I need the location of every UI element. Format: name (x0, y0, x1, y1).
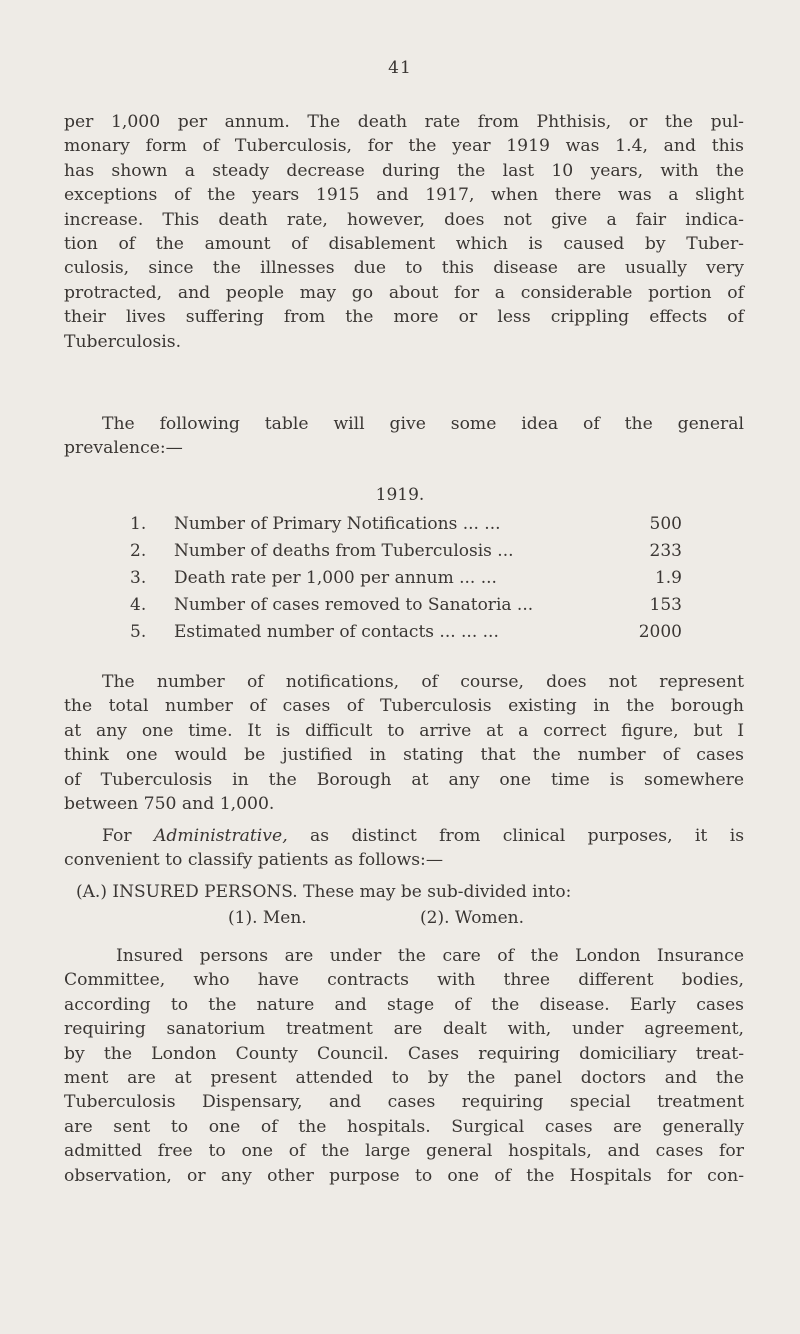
text-line: admitted free to one of the large general hospitals, and cases for (64, 1141, 744, 1162)
table-row (130, 622, 682, 648)
row-label: Death rate per 1,000 per annum ... ... (174, 568, 497, 588)
text-line: according to the nature and stage of the disease. Early cases (64, 994, 744, 1015)
text-line: the total number of cases of Tuberculosis existing in the borough (64, 696, 744, 717)
text-line: convenient to classify patients as follows:— (64, 850, 444, 871)
table-row (130, 595, 682, 621)
text-line: exceptions of the years 1915 and 1917, when there was a slight (64, 185, 744, 206)
text-line: increase. This death rate, however, does not give a fair indica- (64, 209, 744, 230)
lead-word: For (102, 826, 132, 846)
row-value: 500 (649, 514, 682, 534)
row-value: 1.9 (654, 568, 682, 588)
subdivision-women: (2). Women. (420, 908, 524, 928)
paragraph-table-intro (64, 412, 744, 461)
row-number: 5. (130, 622, 147, 642)
text-line: protracted, and people may go about for a considerable portion of (64, 282, 744, 303)
text-line: their lives suffering from the more or less crippling effects of (64, 307, 744, 328)
row-number: 2. (130, 541, 147, 561)
row-value: 2000 (638, 622, 682, 642)
row-number: 4. (130, 595, 147, 615)
text-line: at any one time. It is difficult to arrive at a correct figure, but I (64, 720, 744, 741)
text-line: between 750 and 1,000. (64, 794, 275, 815)
row-label: Number of deaths from Tuberculosis ... (174, 541, 514, 561)
text-line: by the London County Council. Cases requiring domiciliary treat- (64, 1043, 744, 1064)
text-line: Tuberculosis. (64, 331, 182, 352)
text-line: prevalence:— (64, 438, 183, 459)
text-line: Tuberculosis Dispensary, and cases requiring special treatment (64, 1092, 744, 1113)
text-line: has shown a steady decrease during the last 10 years, with the (64, 160, 744, 181)
row-value: 153 (649, 595, 682, 615)
text-line: requiring sanatorium treatment are dealt with, under agreement, (64, 1019, 744, 1040)
row-label: Number of Primary Notifications ... ... (174, 514, 501, 534)
italic-word: Administrative, (153, 826, 288, 846)
text-line: observation, or any other purpose to one of the Hospitals for con- (64, 1165, 744, 1186)
text-line: The following table will give some idea of the general (102, 414, 744, 434)
text-line: The number of notifications, of course, does not represent (102, 672, 744, 692)
table-year: 1919. (375, 485, 425, 505)
row-value: 233 (649, 541, 682, 561)
text-line: think one would be justified in stating that the number of cases (64, 745, 744, 766)
paragraph-administrative (64, 824, 744, 873)
text-line: per 1,000 per annum. The death rate from Phthisis, or the pul- (64, 112, 744, 132)
text-line: of Tuberculosis in the Borough at any one time is somewhere (64, 769, 744, 790)
table-row (130, 568, 682, 594)
text-line: monary form of Tuberculosis, for the year 1919 was 1.4, and this (64, 136, 744, 157)
text-line: culosis, since the illnesses due to this disease are usually very (64, 258, 744, 279)
text-line (64, 824, 744, 848)
subdivision-men: (1). Men. (228, 908, 307, 928)
row-label: Number of cases removed to Sanatoria ... (174, 595, 534, 615)
row-number: 1. (130, 514, 147, 534)
paragraph-notifications (64, 670, 744, 816)
text-line: ment are at present attended to by the panel doctors and the (64, 1068, 744, 1089)
paragraph-insured-care (64, 944, 744, 1188)
text-line: Insured persons are under the care of the London Insurance (116, 946, 744, 966)
table-row (130, 541, 682, 567)
insured-heading: (A.) INSURED PERSONS. These may be sub-divided into: (76, 882, 572, 902)
page-number: 41 (388, 58, 412, 78)
text-fragment: as distinct from clinical purposes, it is (310, 826, 745, 846)
row-number: 3. (130, 568, 147, 588)
table-row (130, 514, 682, 540)
paragraph-phthisis (64, 110, 744, 354)
text-line: tion of the amount of disablement which is caused by Tuber- (64, 234, 744, 255)
row-label: Estimated number of contacts ... ... ... (174, 622, 499, 642)
text-line: are sent to one of the hospitals. Surgical cases are generally (64, 1116, 744, 1137)
text-line: Committee, who have contracts with three different bodies, (64, 970, 744, 991)
